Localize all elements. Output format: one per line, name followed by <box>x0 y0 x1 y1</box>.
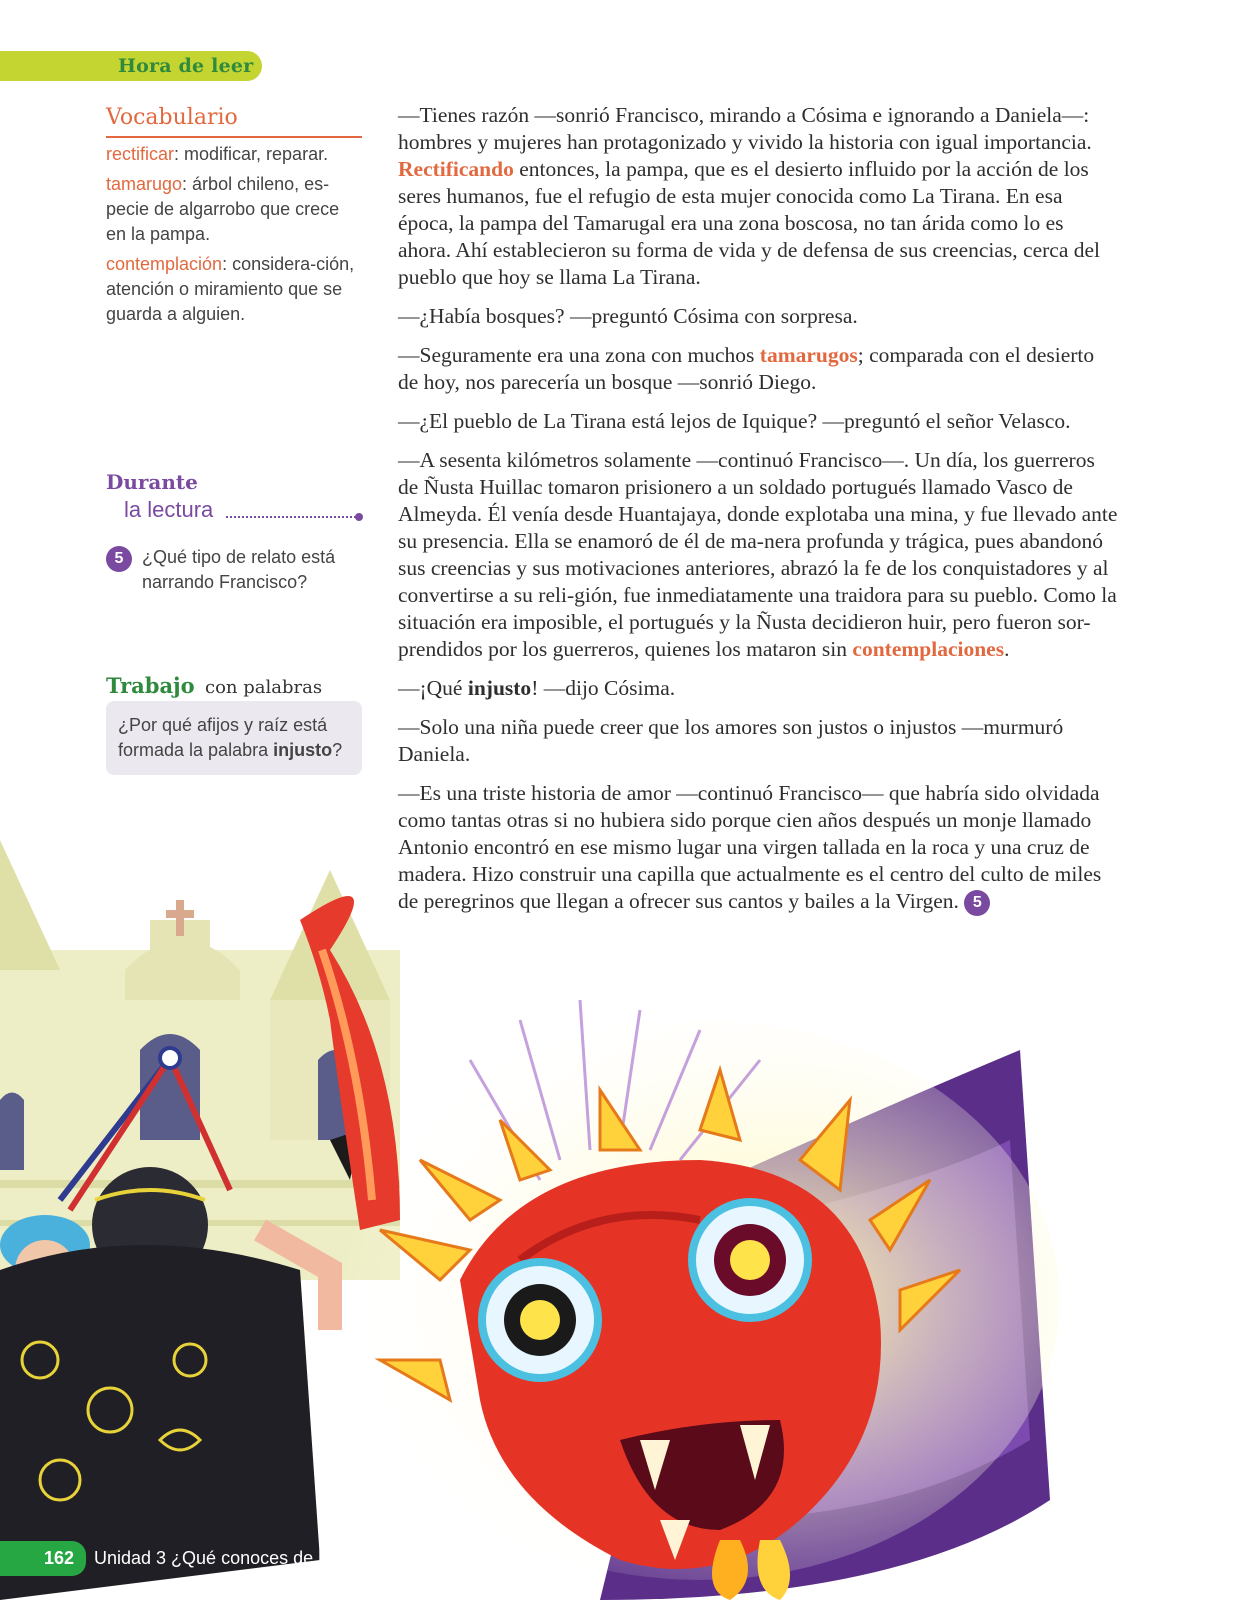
text-run: . <box>1004 637 1010 661</box>
vocabulary-title: Vocabulario <box>106 105 238 130</box>
vocab-definition: : considera-ción, atención o miramiento que se guarda a alguien. <box>106 254 355 324</box>
paragraph <box>398 447 1118 663</box>
text-run: —¡Qué <box>398 676 468 700</box>
word-work-heading: Trabajo <box>106 673 195 698</box>
during-reading-heading: Durante <box>106 470 198 494</box>
vocab-highlight: contemplaciones <box>852 637 1005 661</box>
unit-title: Unidad 3 ¿Qué conoces de las culturas de Chile? <box>94 1548 491 1568</box>
text-run: —A sesenta kilómetros solamente —continuó Francisco—. Un día, los guerreros de Ñusta Huillac tomaron prisionero a un soldado portugués llamado Vasco de Almeyda. Él venía desde Huantajaya, donde explotaba una mina, y fue llevado ante su presencia. Ella se enamoró de él de ma-nera profunda y trágica, pues abandonó sus creencias y sus motivaciones anteriores, abrazó la fe de los conquistadores y al convertirse a su reli-gión, fue inmediatamente una traidora para su pueblo. Como la situación era imposible, el portugués y la Ñusta decidieron huir, pero fueron sor-prendidos por los guerreros, quienes los mataron sin <box>398 448 1118 661</box>
word-work-heading-rest: con palabras <box>205 677 323 698</box>
paragraph <box>398 102 1118 291</box>
during-reading-subheading: la lectura <box>124 497 214 522</box>
text-run: ! —dijo Cósima. <box>531 676 676 700</box>
section-label: Hora de leer <box>118 55 254 77</box>
word-work-question-text: ¿Por qué afijos y raíz está formada la palabra <box>118 715 328 760</box>
vocab-term: contemplación <box>106 254 223 274</box>
paragraph <box>398 675 1118 702</box>
vocab-entry-contemplacion <box>106 252 362 327</box>
word-work-question-end: ? <box>332 740 343 760</box>
text-run: ; comparada con el desierto de hoy, nos parecería un bosque —sonrió Diego. <box>398 343 1095 394</box>
paragraph: —Solo una niña puede creer que los amores son justos o injustos —murmuró Daniela. <box>398 715 1064 766</box>
vocab-term: tamarugo <box>106 174 183 194</box>
vocab-definition: : modificar, reparar. <box>174 144 329 164</box>
vocab-term: rectificar <box>106 144 175 164</box>
text-run: —Seguramente era una zona con muchos <box>398 343 760 367</box>
page-number: 162 <box>44 1548 75 1568</box>
keyword-bold: injusto <box>467 676 532 700</box>
mask-eye-right <box>692 1202 808 1318</box>
vocab-entry-tamarugo <box>106 172 362 247</box>
vocab-definition: : árbol chileno, es-pecie de algarrobo que crece en la pampa. <box>106 174 340 244</box>
vocab-highlight: tamarugos <box>759 343 858 367</box>
question-text: ¿Qué tipo de relato está narrando Francisco? <box>142 547 336 592</box>
mask-eye-left <box>482 1262 598 1378</box>
paragraph: —¿El pueblo de La Tirana está lejos de Iquique? —preguntó el señor Velasco. <box>398 409 1071 433</box>
paragraph: —¿Había bosques? —preguntó Cósima con sorpresa. <box>398 304 858 328</box>
question-number-badge: 5 <box>964 890 990 916</box>
word-work-question <box>118 713 358 763</box>
text-run: —Es una triste historia de amor —continuó Francisco— que habría sido olvidada como tantas otras si no hubiera sido porque cien años después un monje llamado Antonio encontró en ese mismo lugar una virgen tallada en la roca y una cruz de madera. Hizo construir una capilla que actualmente es el centro del culto de miles de peregrinos que llegan a ofrecer sus cantos y bailes a la Virgen. <box>398 781 1102 913</box>
text-run: entonces, la pampa, que es el desierto influido por la acción de los seres humanos, fue el refugio de esta mujer conocida como La Tirana. En esa época, la pampa del Tamarugal era una zona boscosa, no tan árida como lo es ahora. Ahí establecieron su forma de vida y de defensa de sus creencias, cerca del pueblo que hoy se llama La Tirana. <box>398 157 1101 289</box>
text-run: —Tienes razón —sonrió Francisco, mirando a Cósima e ignorando a Daniela—: hombres y mujeres han protagonizado y vivido la historia con igual importancia. <box>398 103 1092 154</box>
vocab-highlight: Rectificando <box>398 157 514 181</box>
diablada-illustration <box>0 800 1245 1600</box>
vocab-entry-rectificar <box>106 142 362 167</box>
dotted-leader <box>226 516 356 518</box>
word-work-keyword: injusto <box>273 740 333 760</box>
vocabulary-divider <box>106 136 362 138</box>
paragraph <box>398 342 1118 396</box>
question-number-badge: 5 <box>106 546 132 572</box>
bullet-dot <box>355 513 363 521</box>
